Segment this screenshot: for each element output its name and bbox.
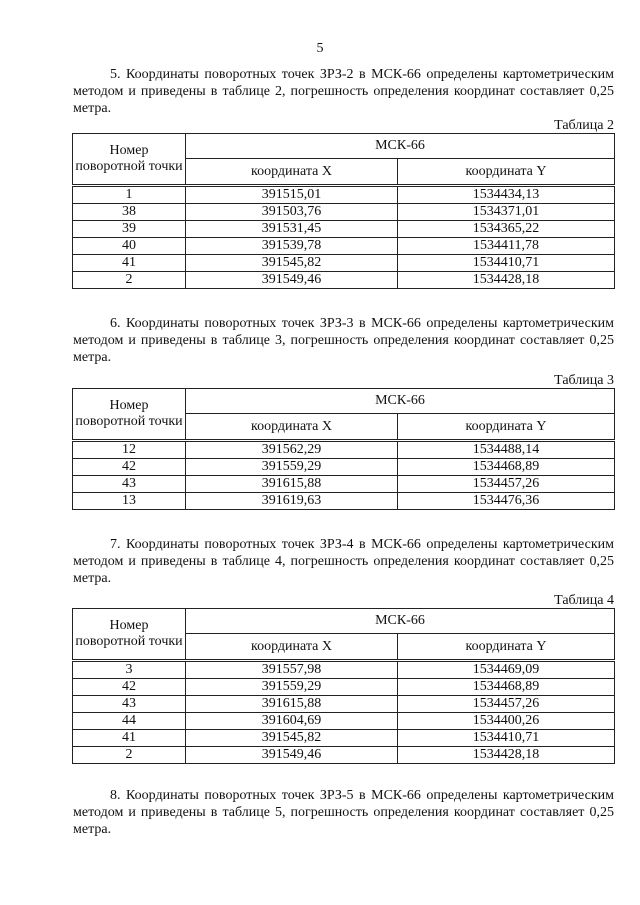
table-3-caption: Таблица 3 xyxy=(554,373,614,388)
cell-coord-y: 1534469,09 xyxy=(398,661,615,679)
header-coord-y: координата Y xyxy=(398,159,615,186)
table-row xyxy=(73,730,615,747)
cell-point-number: 42 xyxy=(73,679,186,696)
cell-coord-y: 1534410,71 xyxy=(398,730,615,747)
table-row xyxy=(73,441,615,459)
table-3 xyxy=(72,388,615,510)
cell-point-number: 43 xyxy=(73,696,186,713)
cell-coord-y: 1534457,26 xyxy=(398,476,615,493)
header-coord-y: координата Y xyxy=(398,634,615,661)
cell-coord-x: 391615,88 xyxy=(186,476,398,493)
table-row xyxy=(73,713,615,730)
cell-point-number: 2 xyxy=(73,747,186,764)
table-row xyxy=(73,661,615,679)
cell-point-number: 39 xyxy=(73,221,186,238)
table-4-caption: Таблица 4 xyxy=(554,593,614,608)
cell-coord-x: 391545,82 xyxy=(186,255,398,272)
cell-point-number: 41 xyxy=(73,255,186,272)
table-row xyxy=(73,272,615,289)
cell-coord-x: 391539,78 xyxy=(186,238,398,255)
table-row xyxy=(73,679,615,696)
paragraph-section-8: 8. Координаты поворотных точек ЗРЗ-5 в МСК-66 определены картометрическим методом и приведены в таблице 5, погрешность определения координат составляет 0,25 метра. xyxy=(73,788,614,837)
header-coord-x: координата X xyxy=(186,414,398,441)
table-row xyxy=(73,221,615,238)
cell-coord-x: 391531,45 xyxy=(186,221,398,238)
cell-coord-y: 1534457,26 xyxy=(398,696,615,713)
header-coordinate-system: МСК-66 xyxy=(186,389,615,414)
cell-point-number: 3 xyxy=(73,661,186,679)
cell-coord-y: 1534400,26 xyxy=(398,713,615,730)
header-point-number: Номер поворотной точки xyxy=(73,609,186,661)
page-number: 5 xyxy=(316,41,324,56)
cell-point-number: 38 xyxy=(73,204,186,221)
cell-point-number: 44 xyxy=(73,713,186,730)
table-row xyxy=(73,204,615,221)
cell-coord-y: 1534410,71 xyxy=(398,255,615,272)
cell-coord-x: 391545,82 xyxy=(186,730,398,747)
cell-coord-y: 1534434,13 xyxy=(398,186,615,204)
table-row xyxy=(73,255,615,272)
table-4 xyxy=(72,608,615,764)
table-row xyxy=(73,696,615,713)
cell-coord-x: 391619,63 xyxy=(186,493,398,510)
cell-coord-y: 1534476,36 xyxy=(398,493,615,510)
cell-coord-x: 391559,29 xyxy=(186,459,398,476)
cell-point-number: 42 xyxy=(73,459,186,476)
cell-point-number: 41 xyxy=(73,730,186,747)
table-4-body xyxy=(73,661,615,764)
header-coordinate-system: МСК-66 xyxy=(186,134,615,159)
table-row xyxy=(73,459,615,476)
cell-point-number: 12 xyxy=(73,441,186,459)
cell-point-number: 1 xyxy=(73,186,186,204)
table-3-body xyxy=(73,441,615,510)
cell-coord-y: 1534428,18 xyxy=(398,272,615,289)
cell-coord-x: 391562,29 xyxy=(186,441,398,459)
header-coord-y: координата Y xyxy=(398,414,615,441)
table-row xyxy=(73,747,615,764)
paragraph-section-6: 6. Координаты поворотных точек ЗРЗ-3 в МСК-66 определены картометрическим методом и приведены в таблице 3, погрешность определения координат составляет 0,25 метра. xyxy=(73,316,614,365)
header-coordinate-system: МСК-66 xyxy=(186,609,615,634)
table-row xyxy=(73,238,615,255)
cell-coord-x: 391503,76 xyxy=(186,204,398,221)
table-2-body xyxy=(73,186,615,289)
cell-coord-x: 391604,69 xyxy=(186,713,398,730)
cell-coord-y: 1534428,18 xyxy=(398,747,615,764)
header-point-number: Номер поворотной точки xyxy=(73,389,186,441)
table-2-caption: Таблица 2 xyxy=(554,118,614,133)
header-coord-x: координата X xyxy=(186,159,398,186)
cell-point-number: 43 xyxy=(73,476,186,493)
table-row xyxy=(73,186,615,204)
table-row xyxy=(73,493,615,510)
cell-point-number: 13 xyxy=(73,493,186,510)
paragraph-section-7: 7. Координаты поворотных точек ЗРЗ-4 в МСК-66 определены картометрическим методом и приведены в таблице 4, погрешность определения координат составляет 0,25 метра. xyxy=(73,537,614,586)
table-2 xyxy=(72,133,615,289)
cell-coord-y: 1534468,89 xyxy=(398,679,615,696)
cell-coord-x: 391549,46 xyxy=(186,747,398,764)
cell-coord-x: 391615,88 xyxy=(186,696,398,713)
cell-coord-y: 1534411,78 xyxy=(398,238,615,255)
header-point-number: Номер поворотной точки xyxy=(73,134,186,186)
cell-point-number: 2 xyxy=(73,272,186,289)
cell-coord-x: 391549,46 xyxy=(186,272,398,289)
cell-coord-x: 391515,01 xyxy=(186,186,398,204)
paragraph-section-5: 5. Координаты поворотных точек ЗРЗ-2 в МСК-66 определены картометрическим методом и приведены в таблице 2, погрешность определения координат составляет 0,25 метра. xyxy=(73,67,614,116)
cell-coord-x: 391559,29 xyxy=(186,679,398,696)
cell-coord-y: 1534365,22 xyxy=(398,221,615,238)
header-coord-x: координата X xyxy=(186,634,398,661)
table-row xyxy=(73,476,615,493)
cell-coord-y: 1534468,89 xyxy=(398,459,615,476)
cell-coord-y: 1534371,01 xyxy=(398,204,615,221)
cell-coord-x: 391557,98 xyxy=(186,661,398,679)
cell-point-number: 40 xyxy=(73,238,186,255)
cell-coord-y: 1534488,14 xyxy=(398,441,615,459)
